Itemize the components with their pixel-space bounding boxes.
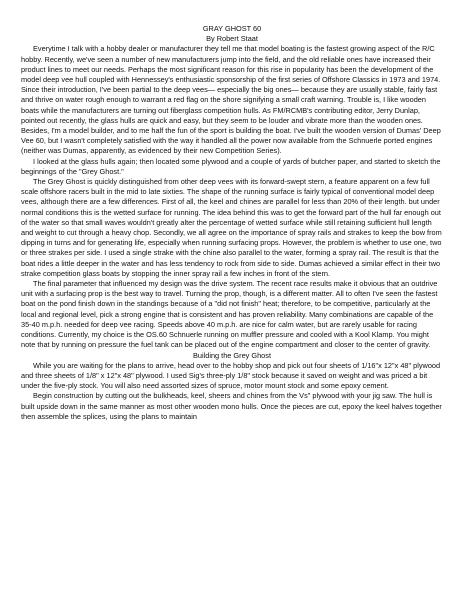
body-paragraph: Everytime I talk with a hobby dealer or manufacturer they tell me that model boating is the fastest growing aspect of the R/C hobby. Recently, we've seen a number of new manufacturers jump into the field, and the old reliable ones have increased their product lines to meet our needs. Perhaps the most significant reason for this rise in popularity has been the development of the model deep vee hull coupled with Hennessey's enthusiastic sponsorship of the first series of Offshore Classics in 1973 and 1974. Since their introduction, I've been partial to the deep vees— especially the big ones— because they are usually stable, fairly fast and thrive on water rough enough to warrant a red flag on the shore signifying a small craft warning. Trouble is, I like wooden boats while the manufacturers are turning out fiberglass competition hulls. As FM/RCMB's contributing editor, Jerry Dunlap, pointed out recently, the glass hulls are quick and easy, but they seem to be louder and vibrate more than the wooden ones. Besides, I'm a model builder, and to me half the fun of the sport is building the boat. I've built the wooden version of Dumas' Deep Vee 60, but I wasn't completely satisfied with the way it handled all the power now available from the Schnuerle ported engines (neither was Dumas, apparently, as evidenced by their new Competition Series). <box>21 44 441 156</box>
article-byline: By Robert Staat <box>206 34 258 44</box>
article-title: GRAY GHOST 60 <box>202 24 262 33</box>
body-paragraph: The Grey Ghost is quickly distinguished from other deep vees with its forward-swept stern, a feature apparent on a few full scale offshore racers built in the mid to late sixties. The shape of the running surface is fairly typical of conventional model deep vees, although there are a few differences. First of all, the keel and chines are parallel for less than 20% of their length. but under normal conditions this is the wetted surface for running. The idea behind this was to get the forward part of the hull far enough out of the water so that small waves wouldn't greatly alter the percentage of wetted surface while still retaining sufficient hull length and weight to cut through a heavy chop. Secondly, we all agree on the importance of spray rails and strakes to keep the bow from dipping in turns and for generating life, especially when running surfacing props. However, the problem is whether to use one, two or three strakes per side. I used a single strake with the chine also parallel to the water, forming a spray rail. The result is that the boat rides a little deeper in the water and has less tendency to rock from side to side. Dumas achieved a similar effect in their two strake competition glass boats by stopping the inner spray rail a few inches in front of the stern. <box>21 177 442 278</box>
body-paragraph: While you are waiting for the plans to arrive, head over to the hobby shop and pick out four sheets of 1/16"x 12"x 48" plywood and three sheets of 1/8" x 12"x 48" plywood. I used Sig's three-ply 1/8" stock because it saved on weight and was priced a bit under the five-ply stock. You will also need assorted sizes of spruce, motor mount stock and some epoxy cement. <box>21 360 441 391</box>
body-paragraph: Begin construction by cutting out the bulkheads, keel, sheers and chines from the Vs" plywood with your jig saw. The hull is built upside down in the same manner as most other wooden mono hulls. Once the pieces are cut, epoxy the keel halves together then assemble the splices, using the plans to maintain <box>21 391 442 421</box>
section-heading: Building the Grey Ghost <box>193 350 271 360</box>
body-paragraph: I looked at the glass hulls again; then located some plywood and a couple of yards of butcher paper, and started to sketch the beginnings of the "Grey Ghost." <box>21 156 441 176</box>
body-paragraph: The final parameter that influenced my design was the drive system. The recent race results make it obvious that an outdrive unit with a surfacing prop is the best way to travel. Turning the prop, though, is a different matter. All to often I've seen the fastest boat on the pond finish down in the standings because of a "did not finish" heat; therefore, to be competitive, particularly at the local and regional level, pick a strong engine that is consistent and has proven reliability. Many combinations are capable of the 35-40 m.p.h. needed for deep vee racing. Speeds above 40 m.p.h. are nice for calm water, but are rarely usable for racing conditions. Currently, my choice is the OS.60 Schnuerle running on muffler pressure and cooled with a Kool Klamp. You might note that by running on pressure the fuel tank can be placed out of the engine compartment and closer to the center of gravity. <box>21 279 438 350</box>
